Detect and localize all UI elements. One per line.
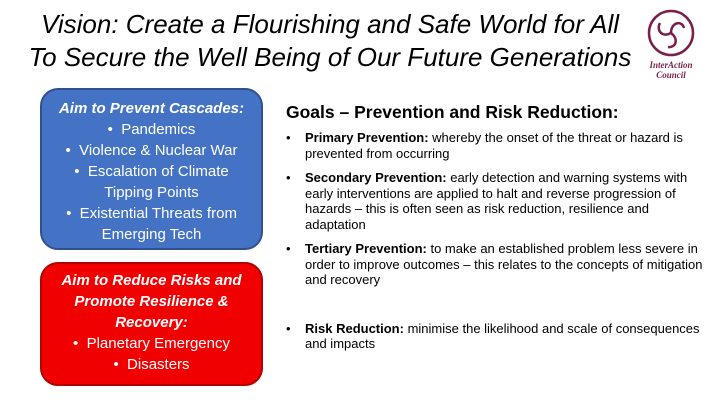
list-item: • Disasters <box>48 354 255 375</box>
goal-text: whereby the onset of the threat or hazard is prevented from occurring <box>305 130 683 161</box>
reduce-risks-heading: Aim to Reduce Risks and Promote Resilience & Recovery: <box>61 272 242 331</box>
goal-text: to make an established problem less severe in order to improve outcomes – this relates to the concepts of mitigation and recovery <box>305 241 703 287</box>
goal-item <box>283 170 703 232</box>
list-item: • Violence & Nuclear War <box>48 140 255 161</box>
goal-term: Primary Prevention: <box>305 130 429 145</box>
logo-wordmark <box>626 60 716 80</box>
list-item: • Escalation of Climate Tipping Points <box>48 161 255 203</box>
reduce-risks-box <box>40 262 263 386</box>
prevent-cascades-heading: Aim to Prevent Cascades: <box>58 100 245 117</box>
goal-term: Tertiary Prevention: <box>305 241 427 256</box>
list-item: • Planetary Emergency <box>48 333 255 354</box>
goal-item <box>283 241 703 288</box>
title-line-2: To Secure the Well Being of Our Future Generations <box>28 42 632 72</box>
title-line-1: Vision: Create a Flourishing and Safe World for All <box>40 9 620 39</box>
list-item: • Existential Threats from Emerging Tech <box>48 203 255 245</box>
goal-text: minimise the likelihood and scale of consequences and impacts <box>305 320 700 351</box>
goals-list <box>283 130 703 361</box>
goal-term: Risk Reduction: <box>305 320 404 336</box>
goal-term: Secondary Prevention: <box>305 170 447 185</box>
interaction-council-logo <box>626 8 716 88</box>
reduce-risks-list <box>48 333 255 375</box>
logo-line-1: InterAction <box>649 60 693 70</box>
triskelion-logo-icon <box>646 8 696 58</box>
prevent-cascades-box <box>40 88 263 250</box>
list-item: • Pandemics <box>48 119 255 140</box>
logo-line-2: Council <box>656 70 686 80</box>
goal-item <box>283 321 703 352</box>
goal-item <box>283 130 703 161</box>
prevent-cascades-list <box>48 119 255 245</box>
goal-text: early detection and warning systems with early interventions are applied to halt and reverse progression of hazards – this is often seen as risk reduction, resilience and adaptation <box>305 170 688 232</box>
goals-heading: Goals – Prevention and Risk Reduction: <box>286 102 619 122</box>
slide-title <box>0 8 660 74</box>
